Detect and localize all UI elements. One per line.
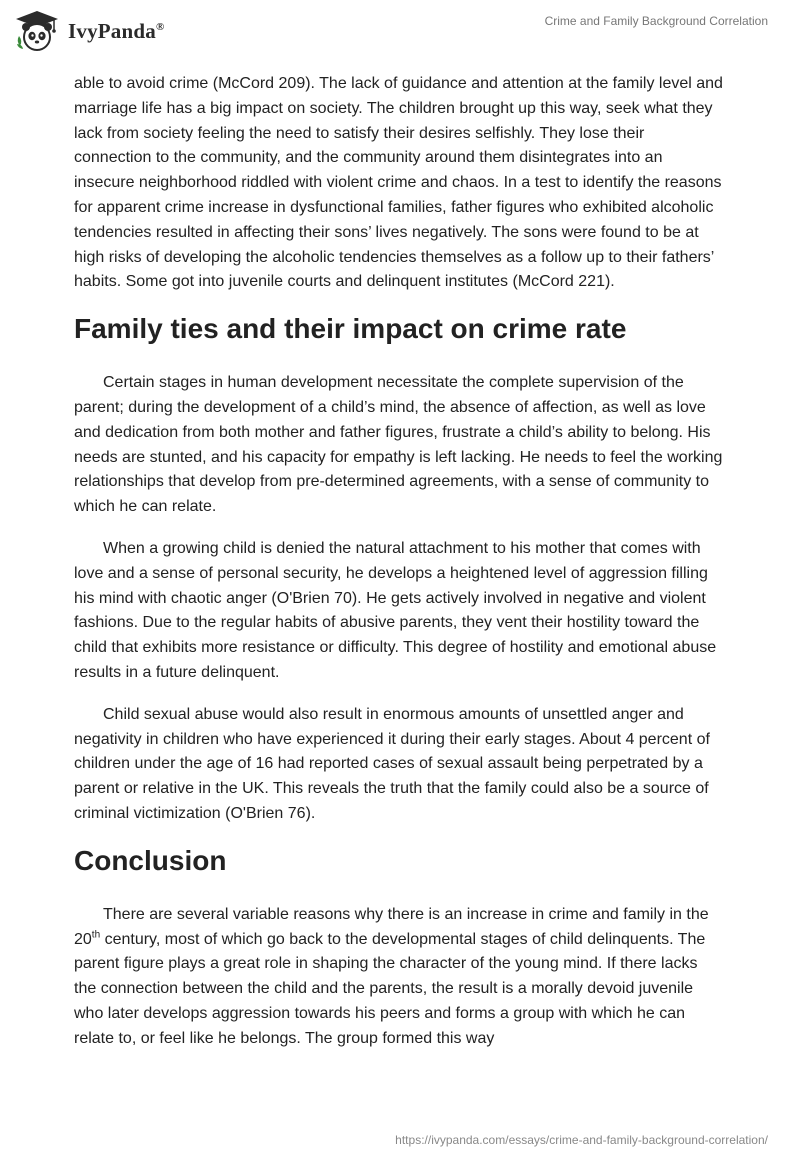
paragraph-conclusion: There are several variable reasons why there is an increase in crime and family in the 20th century, most of which go back to the developmental stages of child delinquents. The parent figure plays a great role in shaping the character of the young mind. If there lacks the connection between the child and the parents, the result is a morally devoid juvenile who later develops aggression towards his peers and forms a group with which he can relate to, or feel like he belongs. The group formed this way [74,905,709,1047]
paragraph-intro: able to avoid crime (McCord 209). The lack of guidance and attention at the family level and marriage life has a big impact on society. The children brought up this way, seek what they lack from society feeling the need to satisfy their desires selfishly. They lose their connection to the community, and the community around them disintegrates into an insecure neighborhood riddled with violent crime and chaos. In a test to identify the reasons for apparent crime increase in dysfunctional families, father figures who exhibited alcoholic tendencies resulted in affecting their sons’ lives negatively. The sons were found to be at high risks of developing the alcoholic tendencies themselves as a follow up to their fathers’ habits. Some got into juvenile courts and delinquent institutes (McCord 221). [74,75,723,291]
panda-graduate-icon [14,8,60,54]
ivypanda-logo[interactable] [14,8,194,54]
paragraph-family-1: Certain stages in human development necessitate the complete supervision of the parent; during the development of a child’s mind, the absence of affection, as well as love and dedication from both mother and father figures, frustrate a child’s ability to belong. His needs are stunted, and his capacity for empathy is left lacking. He needs to feel the working relationships that develop from pre-determined agreements, with a sense of community to which he can relate. [74,374,723,516]
page-header [0,0,800,62]
paragraph-family-3: Child sexual abuse would also result in enormous amounts of unsettled anger and negativity in children who have experienced it during their early stages. About 4 percent of children under the age of 16 had reported cases of sexual assault being perpetrated by a parent or relative in the UK. This reveals the truth that the family could also be a source of criminal victimization (O'Brien 76). [74,705,710,822]
essay-content [74,72,724,1069]
source-url[interactable]: https://ivypanda.com/essays/crime-and-family-background-correlation/ [395,1133,768,1147]
document-title: Crime and Family Background Correlation [544,14,768,28]
heading-conclusion: Conclusion [74,844,227,876]
heading-family-ties: Family ties and their impact on crime rate [74,313,627,345]
logo-text: IvyPanda® [68,18,165,43]
paragraph-family-2: When a growing child is denied the natural attachment to his mother that comes with love and a sense of personal security, he develops a heightened level of aggression filling his mind with chaotic anger (O'Brien 70). He gets actively involved in negative and violent fashions. Due to the regular habits of abusive parents, they vent their hostility toward the child that exhibits more resistance or difficulty. This degree of hostility and emotional abuse results in a future delinquent. [74,539,717,681]
